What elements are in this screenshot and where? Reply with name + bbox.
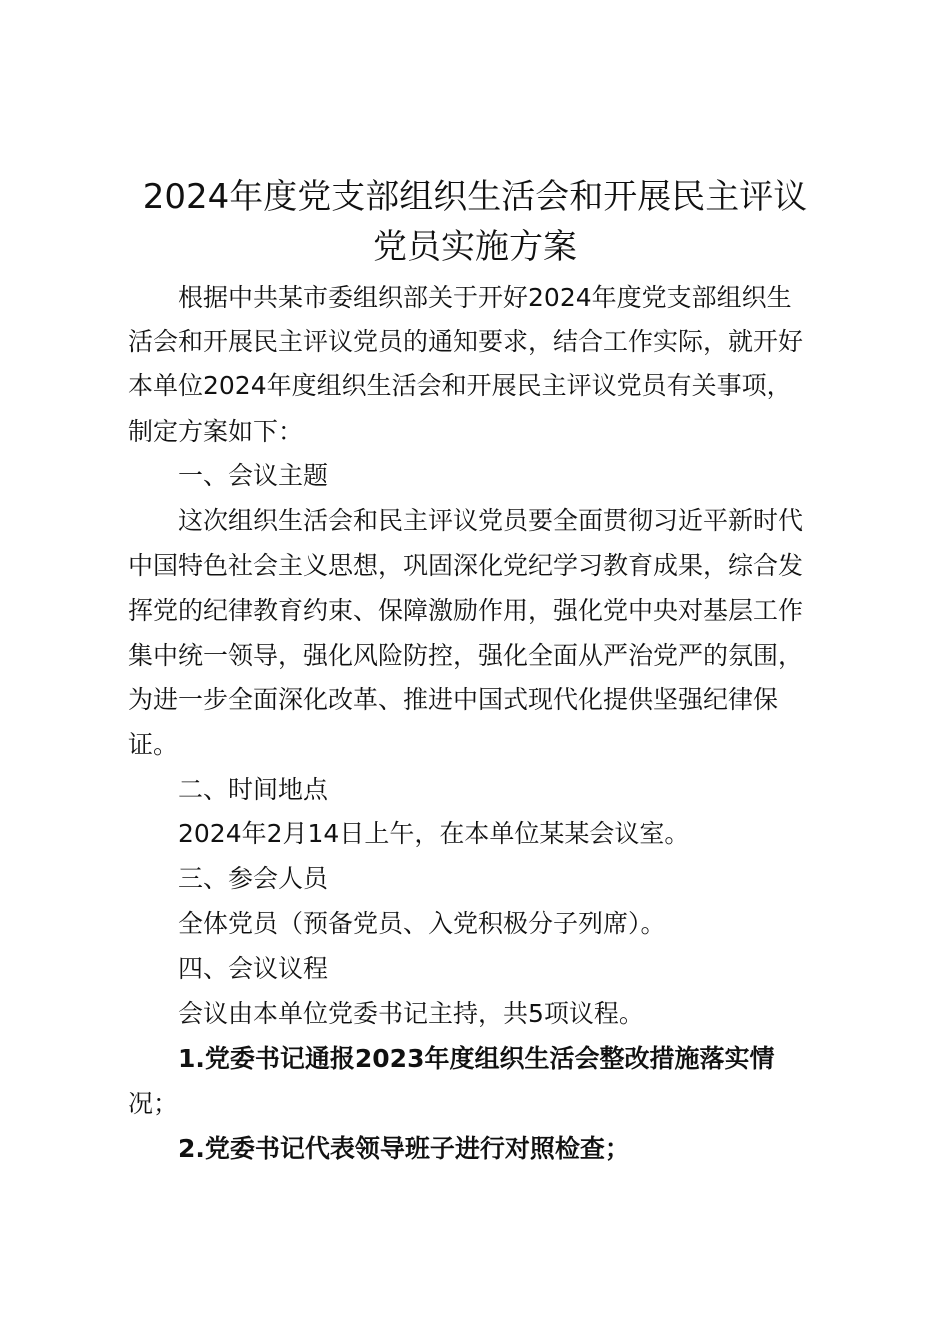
section-1-line-1: 这次组织生活会和民主评议党员要全面贯彻习近平新时代	[178, 506, 804, 535]
section-1-line-5: 为进一步全面深化改革、推进中国式现代化提供坚强纪律保	[128, 685, 779, 714]
document-title-line-1: 2024年度党支部组织生活会和开展民主评议	[142, 177, 808, 217]
intro-line-1: 根据中共某市委组织部关于开好2024年度党支部组织生	[178, 283, 792, 312]
section-2-body: 2024年2月14日上午，在本单位某某会议室。	[178, 819, 690, 848]
intro-line-4: 制定方案如下：	[128, 417, 304, 446]
section-1-heading: 一、会议主题	[178, 461, 329, 490]
agenda-item-2: 2.党委书记代表领导班子进行对照检查；	[178, 1134, 630, 1163]
agenda-item-1-line-2: 况；	[128, 1089, 179, 1118]
section-4-body: 会议由本单位党委书记主持，共5项议程。	[178, 999, 644, 1028]
intro-line-3: 本单位2024年度组织生活会和开展民主评议党员有关事项，	[128, 371, 792, 400]
section-1-line-2: 中国特色社会主义思想，巩固深化党纪学习教育成果，综合发	[128, 551, 804, 580]
section-1-line-6: 证。	[128, 730, 179, 759]
section-4-heading: 四、会议议程	[178, 954, 329, 983]
section-1-line-4: 集中统一领导，强化风险防控，强化全面从严治党严的氛围，	[128, 641, 804, 670]
section-3-heading: 三、参会人员	[178, 864, 329, 893]
intro-line-2: 活会和开展民主评议党员的通知要求，结合工作实际，就开好	[128, 327, 804, 356]
section-1-line-3: 挥党的纪律教育约束、保障激励作用，强化党中央对基层工作	[128, 596, 804, 625]
section-2-heading: 二、时间地点	[178, 775, 329, 804]
document-title-line-2: 党员实施方案	[373, 227, 577, 267]
agenda-item-1-line-1: 1.党委书记通报2023年度组织生活会整改措施落实情	[178, 1044, 775, 1073]
section-3-body: 全体党员（预备党员、入党积极分子列席）。	[178, 909, 666, 938]
